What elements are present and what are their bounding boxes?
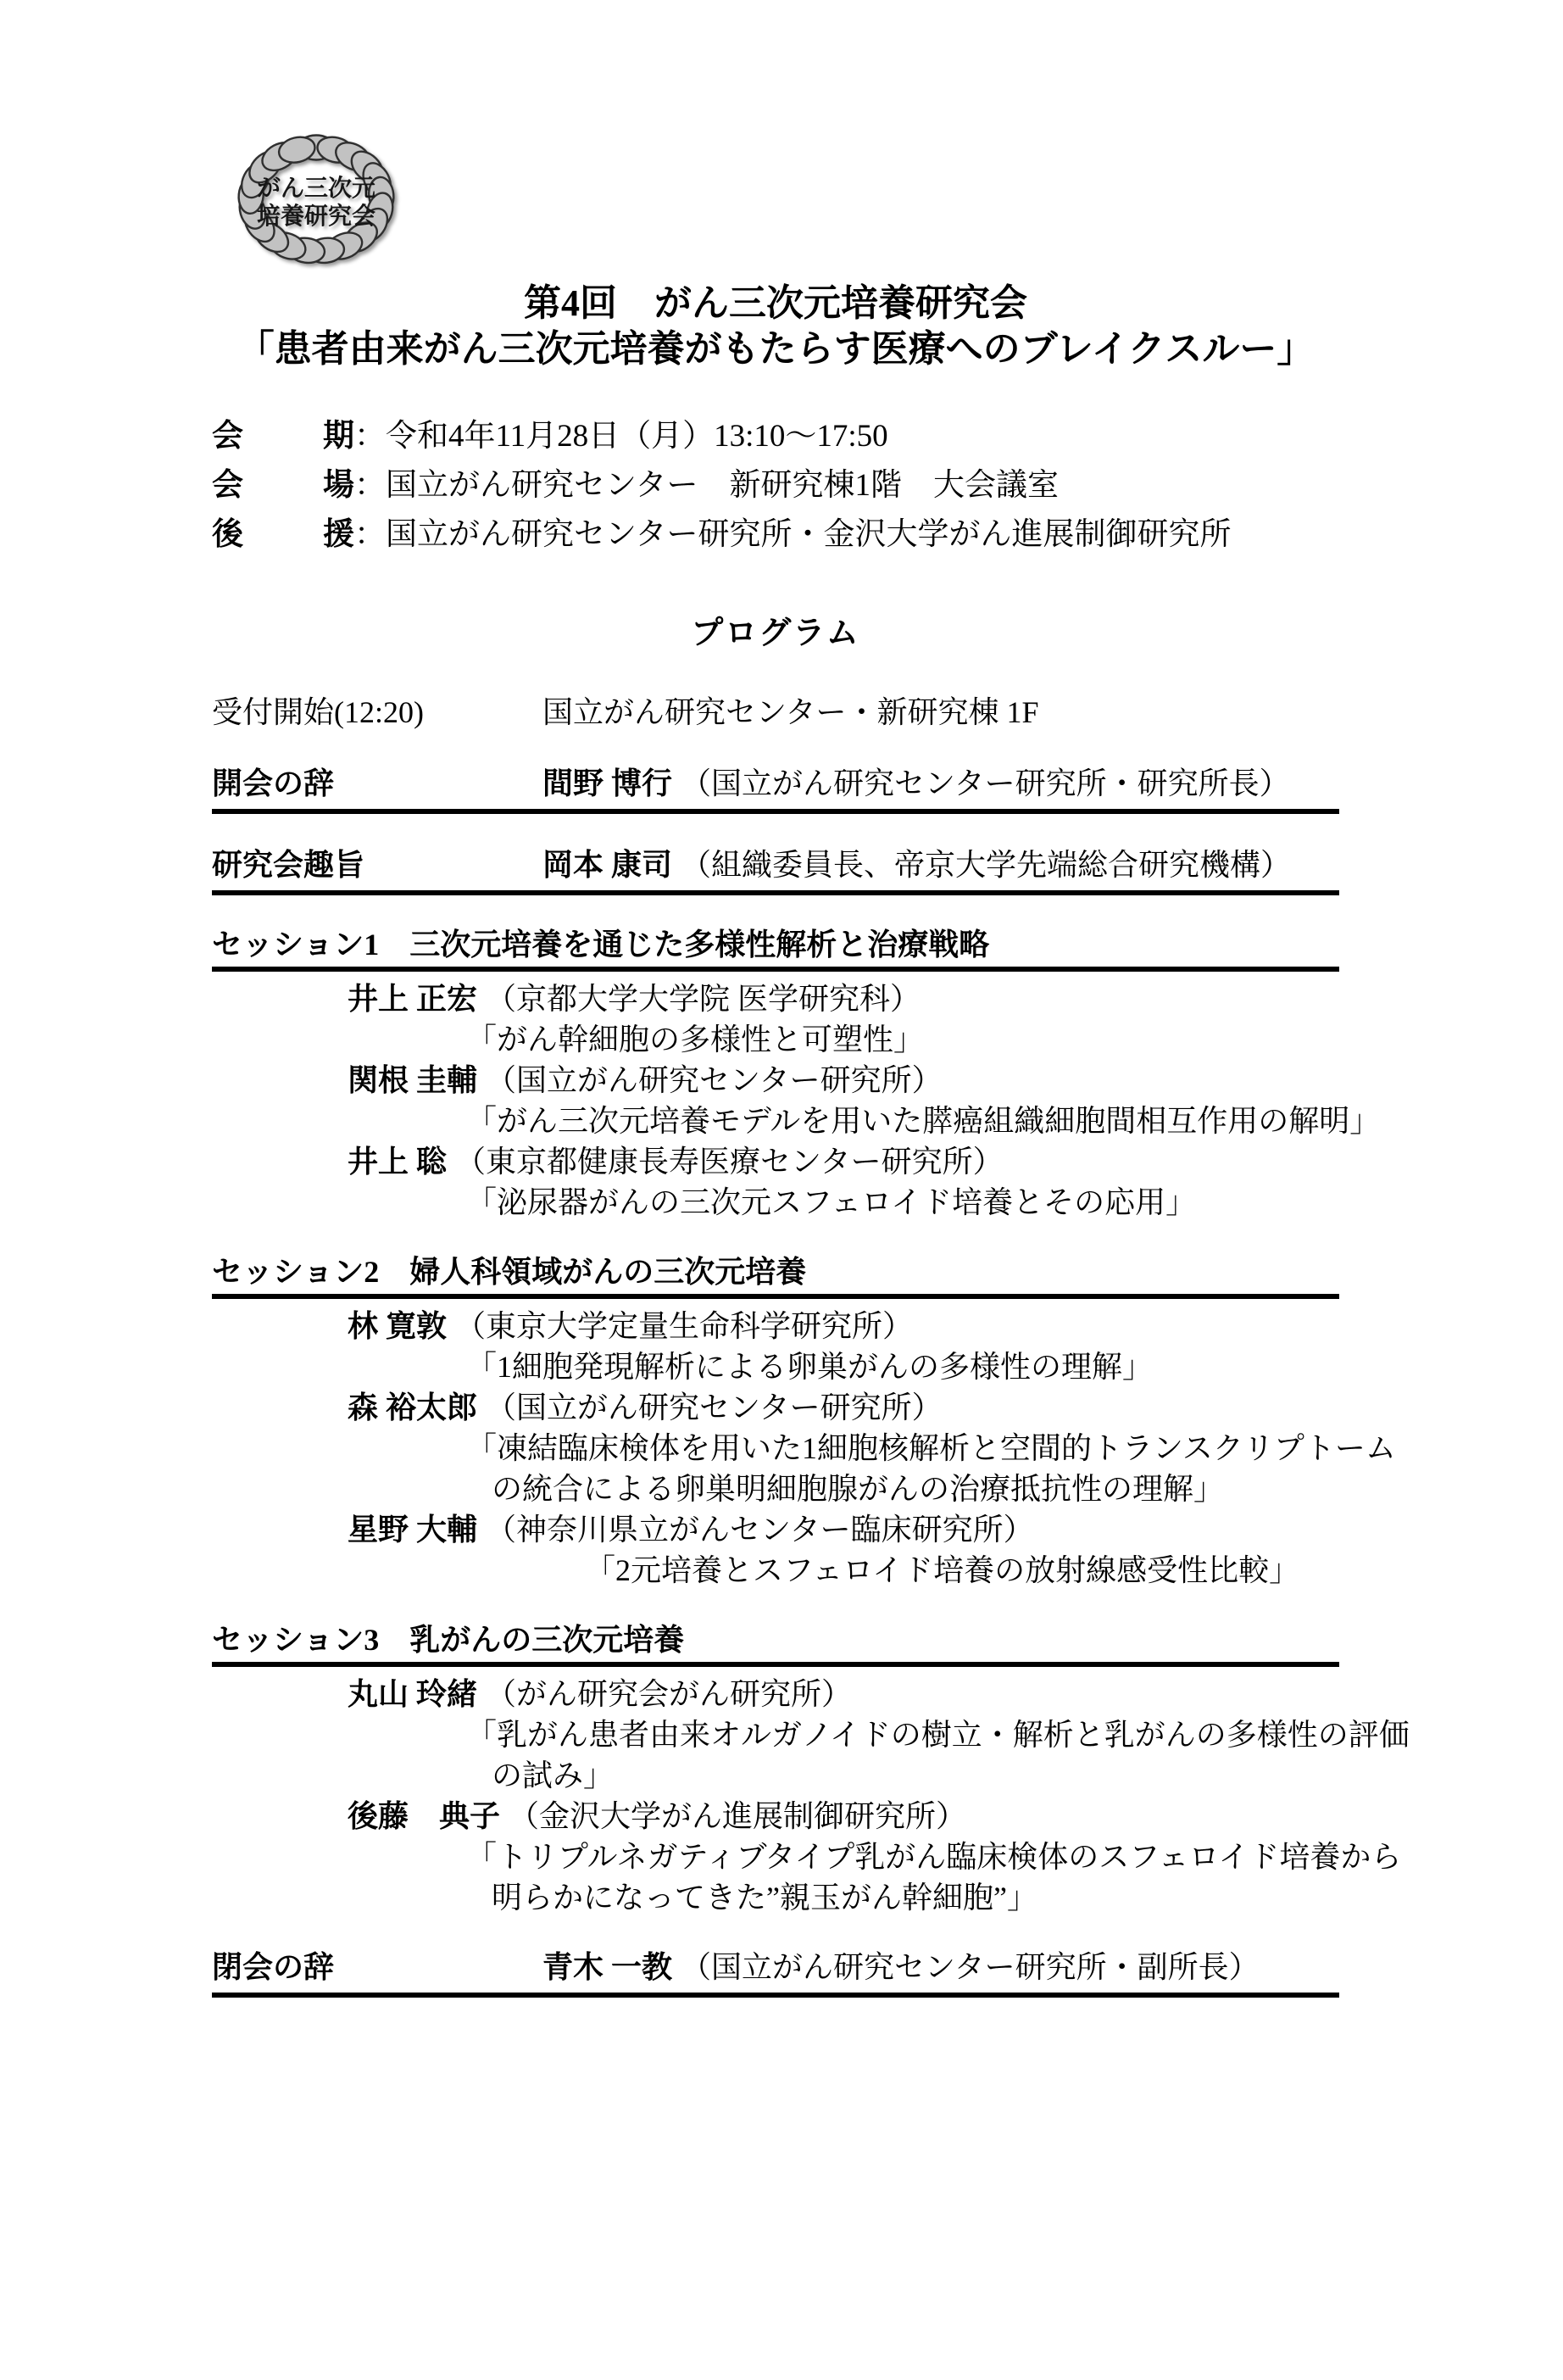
purpose-affiliation: （組織委員長、帝京大学先端総合研究機構）	[681, 848, 1292, 882]
talk-title-line: 明らかになってきた”親玉がん幹細胞”」	[492, 1881, 1037, 1915]
info-value-date: ：令和4年11月28日（月）13:10～17:50	[354, 419, 888, 454]
event-subtitle: 「患者由来がん三次元培養がもたらす医療へのブレイクスルー」	[236, 328, 1315, 370]
info-label-date: 会 期	[212, 419, 354, 454]
closing-row	[212, 1947, 1339, 1998]
session-3-talks	[212, 1667, 1410, 1918]
logo-text-line1: がん三次元	[256, 175, 376, 201]
opening-affiliation: （国立がん研究センター研究所・研究所長）	[681, 766, 1290, 800]
info-value-support: ：国立がん研究センター研究所・金沢大学がん進展制御研究所	[354, 517, 1232, 552]
info-row-venue	[212, 461, 1339, 510]
session-2-heading: セッション2 婦人科領域がんの三次元培養	[212, 1253, 1339, 1299]
session-3-heading: セッション3 乳がんの三次元培養	[212, 1621, 1339, 1667]
closing-speaker: 青木 一教	[542, 1950, 673, 1984]
closing-label: 閉会の辞	[212, 1950, 335, 1984]
talk-speaker-row: 林 寛敦 （東京大学定量生命科学研究所）	[348, 1309, 914, 1343]
closing-affiliation: （国立がん研究センター研究所・副所長）	[681, 1950, 1260, 1984]
talk-speaker-row: 井上 正宏 （京都大学大学院 医学研究科）	[348, 982, 921, 1016]
session-1-heading: セッション1 三次元培養を通じた多様性解析と治療戦略	[212, 926, 1339, 972]
logo-text-line2: 培養研究会	[256, 203, 376, 229]
opening-speaker: 間野 博行	[542, 766, 673, 800]
reception-label: 受付開始(12:20)	[212, 695, 424, 729]
document-content	[212, 0, 1410, 1998]
info-row-support	[212, 510, 1339, 560]
talk-speaker-row: 関根 圭輔 （国立がん研究センター研究所）	[348, 1063, 943, 1097]
talk-speaker-row: 井上 聡 （東京都健康長寿医療センター研究所）	[348, 1145, 1004, 1179]
session-2-talks	[212, 1299, 1396, 1591]
talk-title-line: 「2元培養とスフェロイド培養の放射線感受性比較」	[585, 1553, 1300, 1587]
info-label-support: 後 援	[212, 517, 354, 552]
session-1-talks	[212, 972, 1381, 1223]
talk-title-line: 「1細胞発現解析による卵巣がんの多様性の理解」	[466, 1350, 1154, 1384]
purpose-label: 研究会趣旨	[212, 848, 365, 882]
reception-row	[212, 692, 1339, 733]
talk-title-line: 「がん幹細胞の多様性と可塑性」	[466, 1023, 925, 1056]
event-title: 第4回 がん三次元培養研究会	[524, 282, 1027, 324]
info-value-venue: ：国立がん研究センター 新研究棟1階 大会議室	[354, 468, 1060, 503]
session-1	[212, 926, 1381, 1223]
talk-title-line: 「泌尿器がんの三次元スフェロイド培養とその応用」	[466, 1185, 1197, 1219]
opening-row	[212, 763, 1339, 814]
session-3	[212, 1621, 1410, 1918]
talk-title-line: の統合による卵巣明細胞腺がんの治療抵抗性の理解」	[492, 1472, 1225, 1506]
purpose-speaker: 岡本 康司	[542, 848, 673, 882]
talk-title-line: 「乳がん患者由来オルガノイドの樹立・解析と乳がんの多様性の評価	[466, 1718, 1410, 1752]
program-heading: プログラム	[691, 616, 860, 651]
info-label-venue: 会 場	[212, 468, 354, 503]
reception-value: 国立がん研究センター・新研究棟 1F	[542, 695, 1039, 729]
purpose-row	[212, 844, 1339, 895]
talk-speaker-row: 後藤 典子 （金沢大学がん進展制御研究所）	[348, 1799, 967, 1833]
meeting-info	[212, 412, 1339, 560]
talk-speaker-row: 丸山 玲緒 （がん研究会がん研究所）	[348, 1677, 853, 1711]
talk-title-line: 「トリプルネガティブタイプ乳がん臨床検体のスフェロイド培養から	[466, 1840, 1402, 1874]
talk-title-line: の試み」	[492, 1759, 615, 1792]
talk-speaker-row: 森 裕太郎 （国立がん研究センター研究所）	[348, 1391, 943, 1424]
info-row-date	[212, 412, 1339, 461]
talk-title-line: 「凍結臨床検体を用いた1細胞核解析と空間的トランスクリプトーム	[466, 1431, 1396, 1465]
session-2	[212, 1253, 1396, 1591]
opening-label: 開会の辞	[212, 766, 335, 800]
talk-title-line: 「がん三次元培養モデルを用いた膵癌組織細胞間相互作用の解明」	[466, 1104, 1381, 1138]
talk-speaker-row: 星野 大輔 （神奈川県立がんセンター臨床研究所）	[348, 1513, 1034, 1547]
